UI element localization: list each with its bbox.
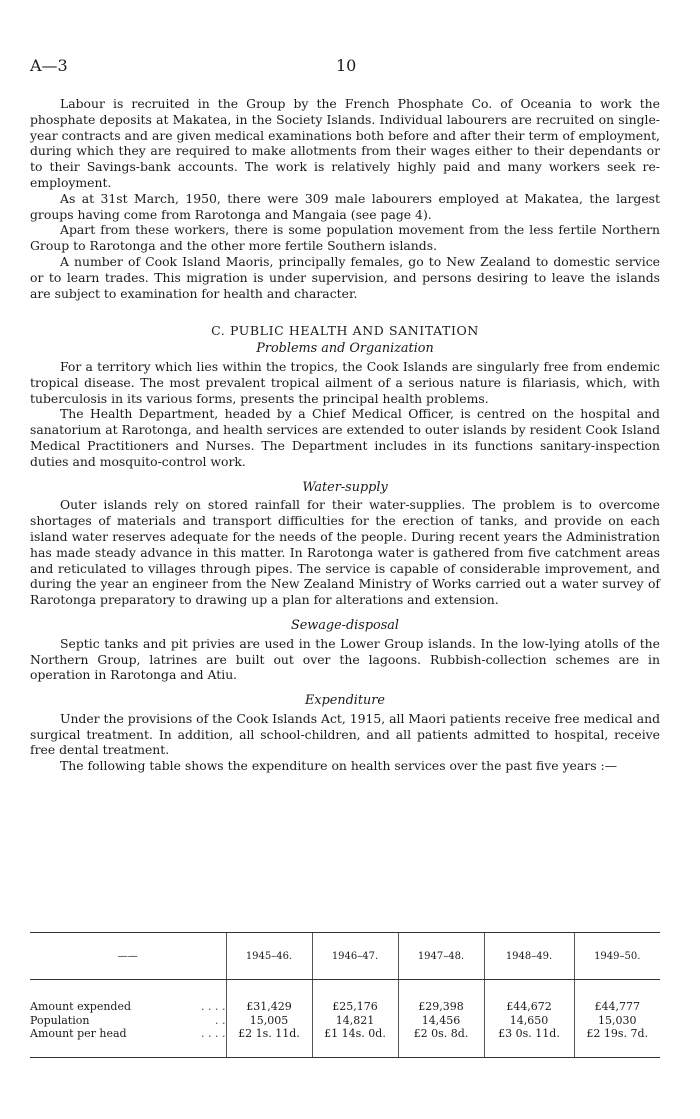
subheading-sewage: Sewage-disposal (290, 617, 400, 633)
table-cell: £29,398 (398, 980, 484, 1014)
table-cell: £44,672 (484, 980, 574, 1014)
table-cell: £25,176 (312, 980, 398, 1014)
row-leader-dots: . . (215, 1013, 226, 1027)
table-cell: 14,821 (312, 1014, 398, 1028)
table-cell: 14,650 (484, 1014, 574, 1028)
table-cell: £2 0s. 8d. (398, 1027, 484, 1057)
table-cell: £2 19s. 7d. (574, 1027, 660, 1057)
paragraph: For a territory which lies within the tropics, the Cook Islands are singularly free from endemic tropical disease. The most prevalent tropical ailment of a serious nature is filariasis, which, with tuberculosis in its various forms, presents the principal health problems. (30, 358, 660, 406)
column-header: 1945–46. (226, 933, 312, 980)
row-label: Amount per head (30, 1027, 180, 1057)
paragraph: As at 31st March, 1950, there were 309 male labourers employed at Makatea, the largest groups having come from Rarotonga and Mangaia (see page 4). (30, 190, 660, 222)
paragraph: Septic tanks and pit privies are used in the Lower Group islands. In the low-lying atolls of the Northern Group, latrines are built out over the lagoons. Rubbish-collection schemes are in operation in Rarotonga and Atiu. (30, 635, 660, 683)
body-text (30, 96, 660, 774)
table-header-row (30, 933, 660, 980)
subheading-expenditure: Expenditure (305, 693, 385, 709)
row-leader-dots: . . . . (201, 1000, 226, 1013)
table-cell: £44,777 (574, 980, 660, 1014)
row-label: Population (30, 1013, 90, 1027)
subheading-water-supply: Water-supply (302, 479, 388, 495)
table-cell: £2 1s. 11d. (226, 1027, 312, 1057)
report-reference: A—3 (30, 56, 68, 75)
paragraph: Labour is recruited in the Group by the French Phosphate Co. of Oceania to work the phosphate deposits at Makatea, in the Society Islands. Individual labourers are recruited on single-year contracts and are given medical examinations both before and after their term of employment, during which they are required to make allotments from their wages either to their dependants or to their Savings-bank accounts. The work is relatively highly paid and many workers seek re-employment. (30, 96, 660, 190)
expenditure-table (30, 932, 660, 1058)
column-header: 1949–50. (574, 933, 660, 980)
table-corner: —— (30, 933, 226, 980)
row-leader-dots: . . . . (180, 1027, 226, 1057)
table-cell: £3 0s. 11d. (484, 1027, 574, 1057)
paragraph: Apart from these workers, there is some population movement from the less fertile Northern Group to Rarotonga and the other more fertile Southern islands. (30, 222, 660, 254)
paragraph: Under the provisions of the Cook Islands Act, 1915, all Maori patients receive free medical and surgical treatment. In addition, all school-children, and all patients admitted to hospital, receive free dental treatment. (30, 710, 660, 758)
paragraph: The following table shows the expenditure on health services over the past five years :— (60, 758, 618, 774)
table-row (30, 980, 660, 1014)
table-cell: 15,030 (574, 1014, 660, 1028)
column-header: 1946–47. (312, 933, 398, 980)
table-cell: 15,005 (226, 1014, 312, 1028)
page-number: 10 (336, 56, 357, 75)
column-header: 1948–49. (484, 933, 574, 980)
paragraph: A number of Cook Island Maoris, principally females, go to New Zealand to domestic service or to learn trades. This migration is under supervision, and persons desiring to leave the islands are subject to examination for health and character. (30, 253, 660, 301)
table-cell: 14,456 (398, 1014, 484, 1028)
table-cell: £1 14s. 0d. (312, 1027, 398, 1057)
table-row (30, 1014, 660, 1028)
paragraph: Outer islands rely on stored rainfall for their water-supplies. The problem is to overcome shortages of materials and transport difficulties for the erection of tanks, and provide on each island water reserves adequate for the needs of the people. During recent years the Administration has made steady advance in this matter. In Rarotonga water is gathered from five catchment areas and reticulated to villages through pipes. The service is capable of considerable improvement, and during the year an engineer from the New Zealand Ministry of Works carried out a water survey of Rarotonga preparatory to drawing up a plan for alterations and extension. (30, 497, 660, 608)
column-header: 1947–48. (398, 933, 484, 980)
row-label: Amount expended (30, 1000, 132, 1013)
paragraph: The Health Department, headed by a Chief Medical Officer, is centred on the hospital and sanatorium at Rarotonga, and health services are extended to outer islands by resident Cook Island Medical Practitioners and Nurses. The Department includes in its functions sanitary-inspection duties and mosquito-control work. (30, 406, 660, 469)
table-cell: £31,429 (226, 980, 312, 1014)
subheading-problems: Problems and Organization (256, 341, 434, 357)
table-row (30, 1027, 660, 1057)
section-title: C. PUBLIC HEALTH AND SANITATION (211, 323, 479, 339)
